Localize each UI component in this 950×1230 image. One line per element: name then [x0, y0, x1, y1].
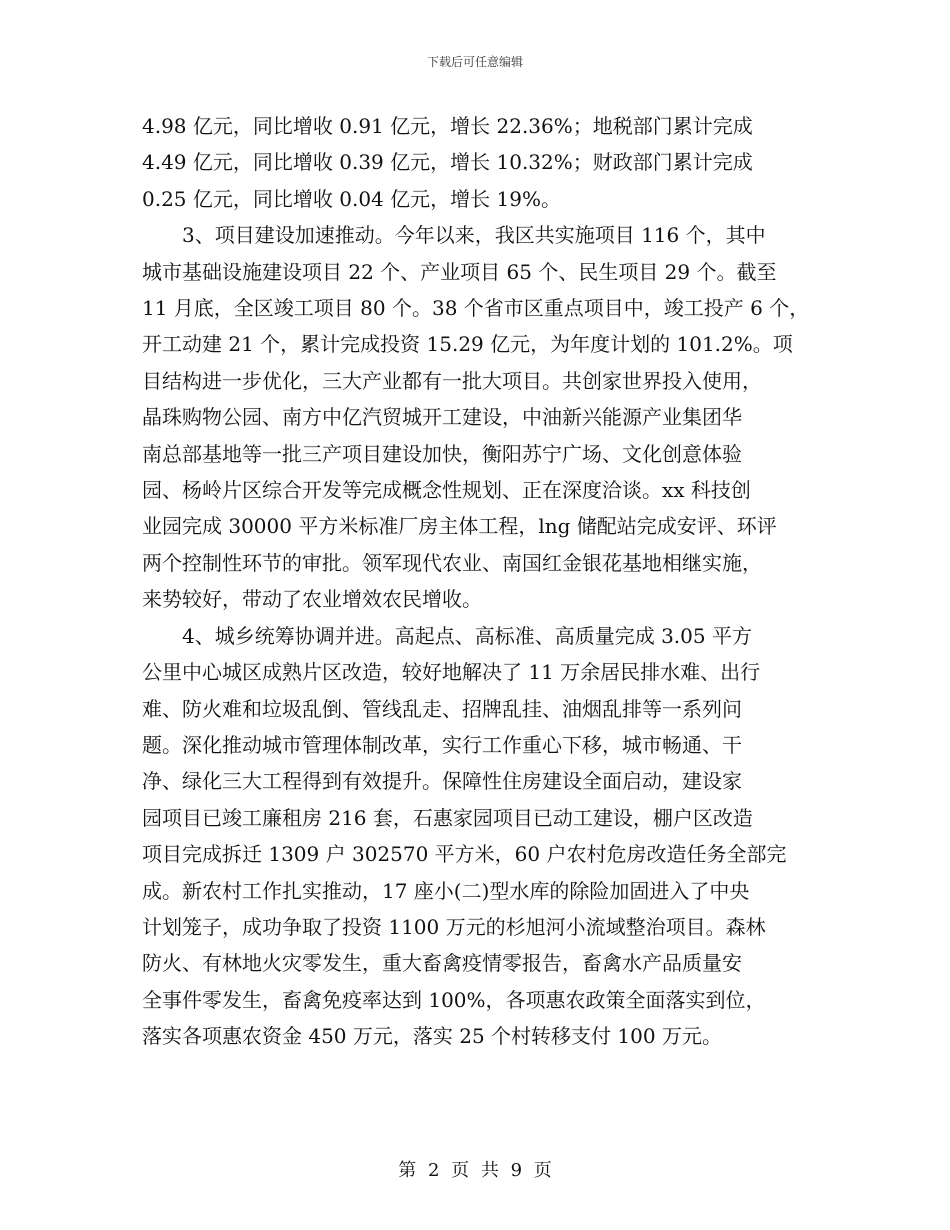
text-line: 计划笼子，成功争取了投资 1100 万元的杉旭河小流域整治项目。森林	[142, 914, 766, 939]
page-footer: 第 2 页 共 9 页	[398, 1160, 552, 1181]
text-line: 全事件零发生，畜禽免疫率达到 100%，各项惠农政策全面落实到位，	[142, 987, 766, 1012]
text-line: 开工动建 21 个，累计完成投资 15.29 亿元，为年度计划的 101.2%。项	[142, 332, 793, 357]
text-line: 4.49 亿元，同比增收 0.39 亿元，增长 10.32%；财政部门累计完成	[142, 150, 753, 175]
text-line: 目结构进一步优化，三大产业都有一批大项目。共创家世界投入使用，	[142, 368, 762, 393]
text-line: 难、防火难和垃圾乱倒、管线乱走、招牌乱挂、油烟乱排等一系列问	[142, 696, 742, 721]
text-line: 项目完成拆迁 1309 户 302570 平方米，60 户农村危房改造任务全部完	[142, 842, 787, 867]
text-line: 两个控制性环节的审批。领军现代农业、南国红金银花基地相继实施，	[142, 550, 762, 575]
text-line: 公里中心城区成熟片区改造，较好地解决了 11 万余居民排水难、出行	[142, 660, 761, 685]
text-line: 净、绿化三大工程得到有效提升。保障性住房建设全面启动，建设家	[142, 769, 742, 794]
text-line: 0.25 亿元，同比增收 0.04 亿元，增长 19%。	[142, 186, 561, 211]
text-line: 4.98 亿元，同比增收 0.91 亿元，增长 22.36%；地税部门累计完成	[142, 114, 753, 138]
text-line: 南总部基地等一批三产项目建设加快，衡阳苏宁广场、文化创意体验	[142, 441, 742, 466]
text-line: 题。深化推动城市管理体制改革，实行工作重心下移，城市畅通、干	[142, 732, 742, 757]
document-body	[142, 108, 832, 1055]
text-line: 落实各项惠农资金 450 万元，落实 25 个村转移支付 100 万元。	[142, 1024, 722, 1049]
page-header: 下载后可任意编辑	[426, 55, 523, 69]
text-line: 11 月底，全区竣工项目 80 个。38 个省市区重点项目中，竣工投产 6 个，	[142, 296, 810, 321]
text-line: 防火、有林地火灾零发生，重大畜禽疫情零报告，畜禽水产品质量安	[142, 951, 742, 976]
text-line: 3、项目建设加速推动。今年以来，我区共实施项目 116 个，其中	[142, 223, 766, 248]
text-line: 园、杨岭片区综合开发等完成概念性规划、正在深度洽谈。xx 科技创	[142, 478, 751, 503]
text-line: 园项目已竣工廉租房 216 套，石惠家园项目已动工建设，棚户区改造	[142, 805, 753, 830]
text-line: 晶珠购物公园、南方中亿汽贸城开工建设，中油新兴能源产业集团华	[142, 405, 742, 430]
text-line: 成。新农村工作扎实推动，17 座小(二)型水库的除险加固进入了中央	[142, 878, 750, 903]
text-line: 来势较好，带动了农业增效农民增收。	[142, 587, 482, 612]
text-line: 城市基础设施建设项目 22 个、产业项目 65 个、民生项目 29 个。截至	[142, 259, 777, 284]
text-line: 4、城乡统筹协调并进。高起点、高标准、高质量完成 3.05 平方	[142, 623, 752, 648]
text-line: 业园完成 30000 平方米标准厂房主体工程，lng 储配站完成安评、环评	[142, 514, 777, 539]
